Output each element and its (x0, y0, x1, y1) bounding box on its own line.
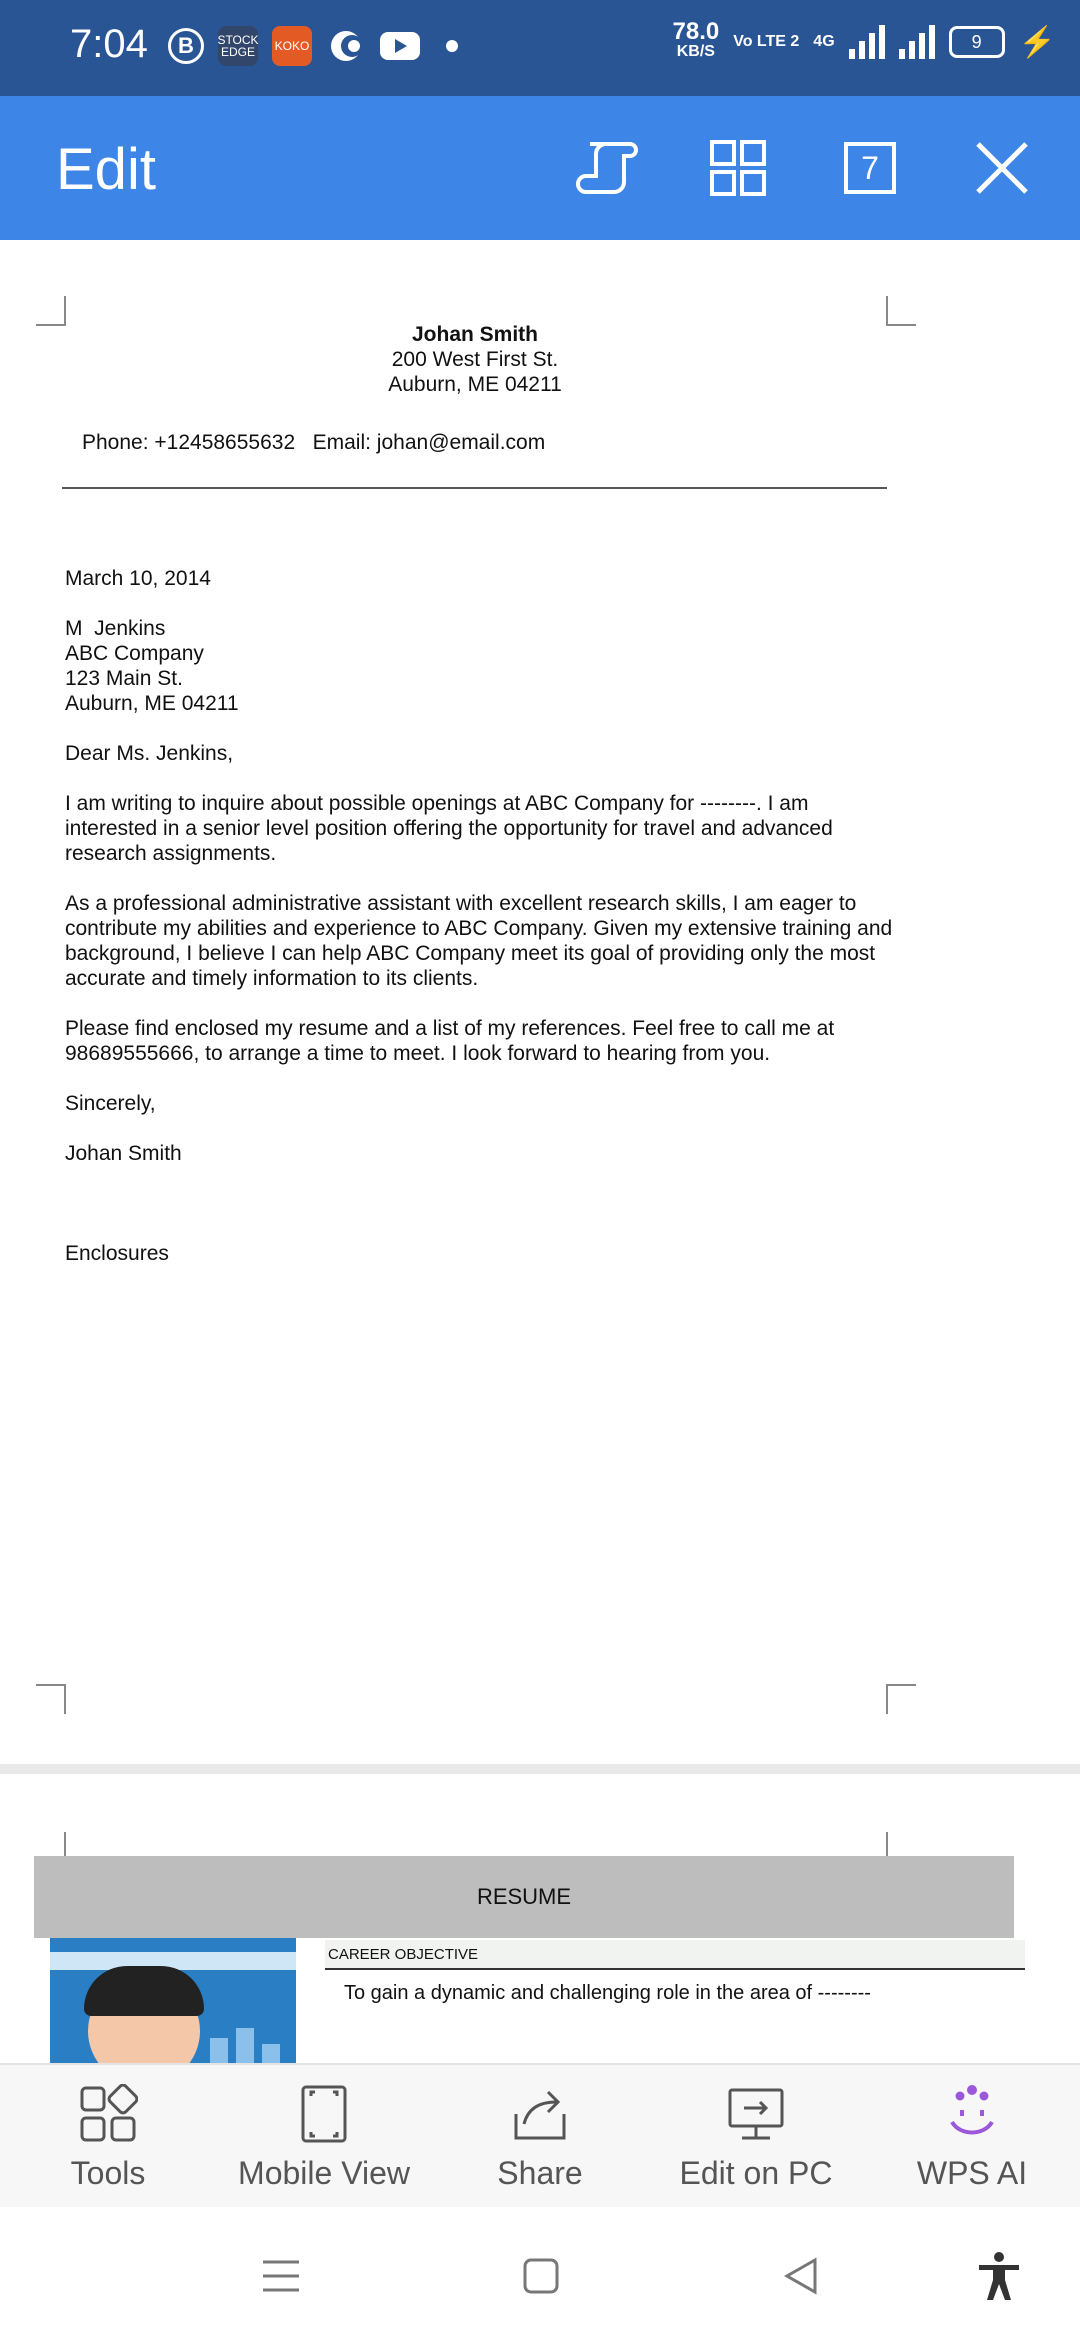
page-corner-mark (36, 296, 66, 326)
signal-2-icon (899, 25, 935, 59)
page-corner-mark (36, 1684, 66, 1714)
notification-icons (168, 26, 458, 66)
paragraph-1: I am writing to inquire about possible openings at ABC Company for --------. I am interested in a senior level position offering the opportunity for travel and advanced research assignments. (65, 792, 833, 865)
letter-date: March 10, 2014 (65, 567, 211, 590)
page-title: Edit (56, 137, 156, 202)
profile-photo (50, 1938, 296, 2063)
battery-icon: 9 (949, 26, 1005, 58)
document-view[interactable] (0, 240, 1080, 2063)
paragraph-3: Please find enclosed my resume and a list of my references. Feel free to call me at 98689555666, to arrange a time to meet. I look forward to hearing from you. (65, 1017, 835, 1065)
enclosures: Enclosures (65, 1242, 169, 1265)
status-bar (0, 0, 1080, 96)
sender-address: 200 West First St. (391, 348, 559, 371)
wps-ai-icon (864, 2081, 1080, 2147)
share-icon (432, 2081, 648, 2147)
youtube-icon (380, 32, 420, 60)
recipient-street: 123 Main St. (65, 667, 183, 690)
more-notifications-dot (446, 40, 458, 52)
net-speed: 78.0 KB/S (672, 18, 720, 60)
edit-on-pc-button[interactable]: Edit on PC (648, 2081, 864, 2192)
b-icon: B (168, 28, 204, 64)
menu-icon[interactable] (256, 2251, 306, 2301)
mobile-view-button[interactable]: Mobile View (216, 2081, 432, 2192)
page-count-button[interactable]: 7 (834, 132, 906, 204)
signature: Johan Smith (65, 1142, 182, 1165)
status-time: 7:04 (70, 22, 148, 66)
paragraph-2: As a professional administrative assistant with excellent research skills, I am eager to contribute my abilities and experience to ABC Company. Given my extensive training and background, I believe I can help ABC Company meet its goal of providing only the most accurate and timely information to its clients. (65, 892, 893, 990)
system-indicators (672, 18, 1057, 62)
back-icon[interactable] (776, 2251, 826, 2301)
tools-icon (0, 2081, 216, 2147)
signal-icon (849, 25, 885, 59)
koinex-icon: KOKO (272, 26, 312, 66)
document-page (0, 240, 1080, 1764)
page-corner-mark (886, 1684, 916, 1714)
recipient-name: M Jenkins (65, 617, 166, 640)
mobile-view-icon (216, 2081, 432, 2147)
divider (325, 1968, 1025, 1970)
charging-icon: ⚡ (1018, 25, 1056, 59)
recipient-city: Auburn, ME 04211 (65, 692, 239, 715)
contact-line: Phone: +12458655632 Email: johan@email.com (82, 431, 546, 454)
recipient-company: ABC Company (65, 642, 204, 665)
close-icon[interactable] (966, 132, 1038, 204)
home-icon[interactable] (516, 2251, 566, 2301)
page-corner-mark (886, 296, 916, 326)
bottom-toolbar (0, 2063, 1080, 2209)
sender-city: Auburn, ME 04211 (388, 373, 562, 396)
resume-title: RESUME (34, 1856, 1014, 1938)
grid-view-icon[interactable] (702, 132, 774, 204)
tools-button[interactable]: Tools (0, 2081, 216, 2192)
scroll-read-icon[interactable] (572, 132, 644, 204)
career-objective-label: CAREER OBJECTIVE (328, 1946, 479, 1963)
page-separator (0, 1764, 1080, 1774)
monitor-icon (648, 2081, 864, 2147)
sender-name: Johan Smith (411, 323, 538, 346)
system-nav-bar (0, 2207, 1080, 2340)
network-type: 4G (813, 33, 835, 50)
crescent-icon (326, 26, 366, 66)
closing: Sincerely, (65, 1092, 156, 1115)
wps-ai-button[interactable]: WPS AI (864, 2081, 1080, 2192)
career-objective-text: To gain a dynamic and challenging role in the area of -------- (344, 1982, 871, 2004)
accessibility-icon[interactable] (974, 2251, 1024, 2301)
share-button[interactable]: Share (432, 2081, 648, 2192)
divider (62, 487, 887, 489)
salutation: Dear Ms. Jenkins, (65, 742, 234, 765)
volte-icon: Vo LTE 2 (733, 33, 800, 50)
app-bar (0, 96, 1080, 240)
stock-edge-icon: STOCK EDGE (218, 26, 258, 66)
